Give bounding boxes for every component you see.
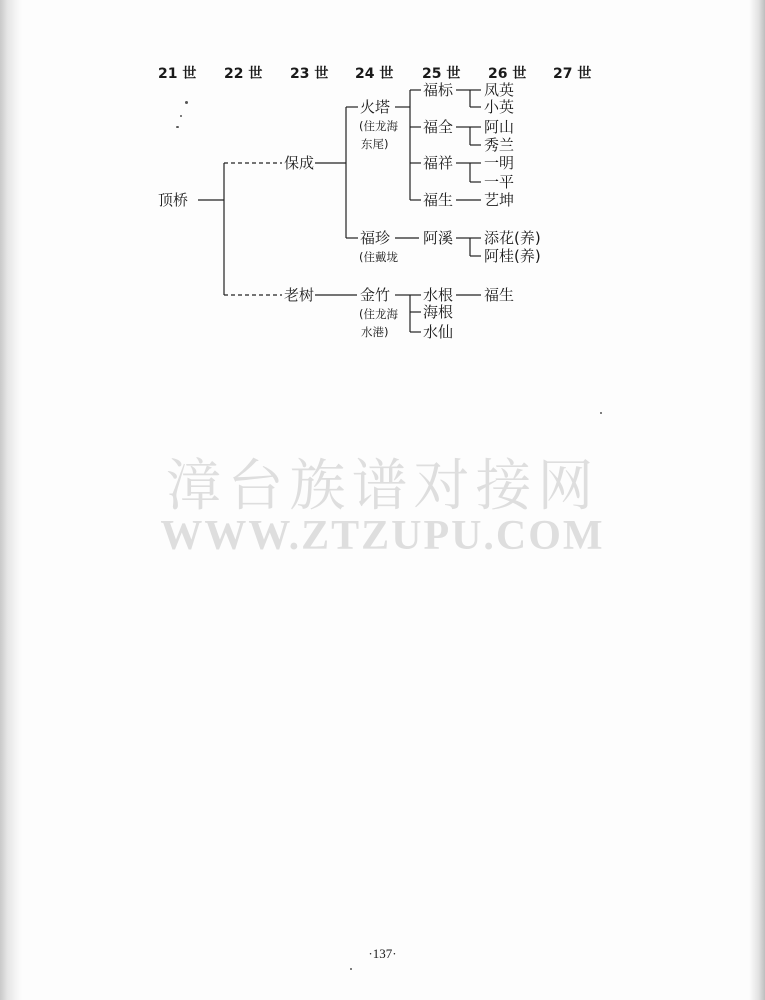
watermark-chinese: 漳台族谱对接网 <box>165 454 600 519</box>
residence-note: (住龙海 <box>359 307 398 321</box>
person-yiming: 一明 <box>484 154 515 172</box>
person-laoshu: 老树 <box>284 286 315 304</box>
person-fengying: 凤英 <box>484 81 515 99</box>
generation-27: 27 世 <box>553 66 592 82</box>
person-fuzhen: 福珍 <box>360 229 391 247</box>
person-haigen: 海根 <box>423 303 454 321</box>
person-xiaoying: 小英 <box>484 98 515 116</box>
generation-23: 23 世 <box>290 66 329 82</box>
generation-21: 21 世 <box>158 66 197 82</box>
person-jinzhu: 金竹 <box>360 286 391 304</box>
person-fuxiang: 福祥 <box>423 154 454 172</box>
person-fusheng: 福生 <box>423 191 454 209</box>
person-axi: 阿溪 <box>423 229 454 247</box>
person-xiulan: 秀兰 <box>484 136 515 154</box>
generation-25: 25 世 <box>422 66 461 82</box>
person-yikun: 艺坤 <box>484 191 515 209</box>
page-number: ·137· <box>368 946 397 961</box>
person-ashan: 阿山 <box>484 118 515 136</box>
person-tianhua: 添花(养) <box>484 229 541 247</box>
person-fubiao: 福标 <box>423 81 454 99</box>
residence-note: (住戴垅 <box>359 250 398 264</box>
person-fuquan: 福全 <box>423 118 454 136</box>
person-huota: 火塔 <box>360 98 391 116</box>
person-baocheng: 保成 <box>284 154 315 172</box>
residence-note: (住龙海 <box>359 119 398 133</box>
residence-note: 水港) <box>361 325 389 339</box>
residence-note: 东尾) <box>361 137 389 151</box>
generation-26: 26 世 <box>488 66 527 82</box>
person-shuixian: 水仙 <box>423 323 454 341</box>
generation-22: 22 世 <box>224 66 263 82</box>
watermark-url: WWW.ZTZUPU.COM <box>160 513 605 559</box>
person-shuigen: 水根 <box>423 286 454 304</box>
person-agui: 阿桂(养) <box>484 247 541 265</box>
person-fusheng-26: 福生 <box>484 286 515 304</box>
person-dingqiao: 顶桥 <box>158 191 189 209</box>
person-yiping: 一平 <box>484 173 515 191</box>
generation-24: 24 世 <box>355 66 394 82</box>
